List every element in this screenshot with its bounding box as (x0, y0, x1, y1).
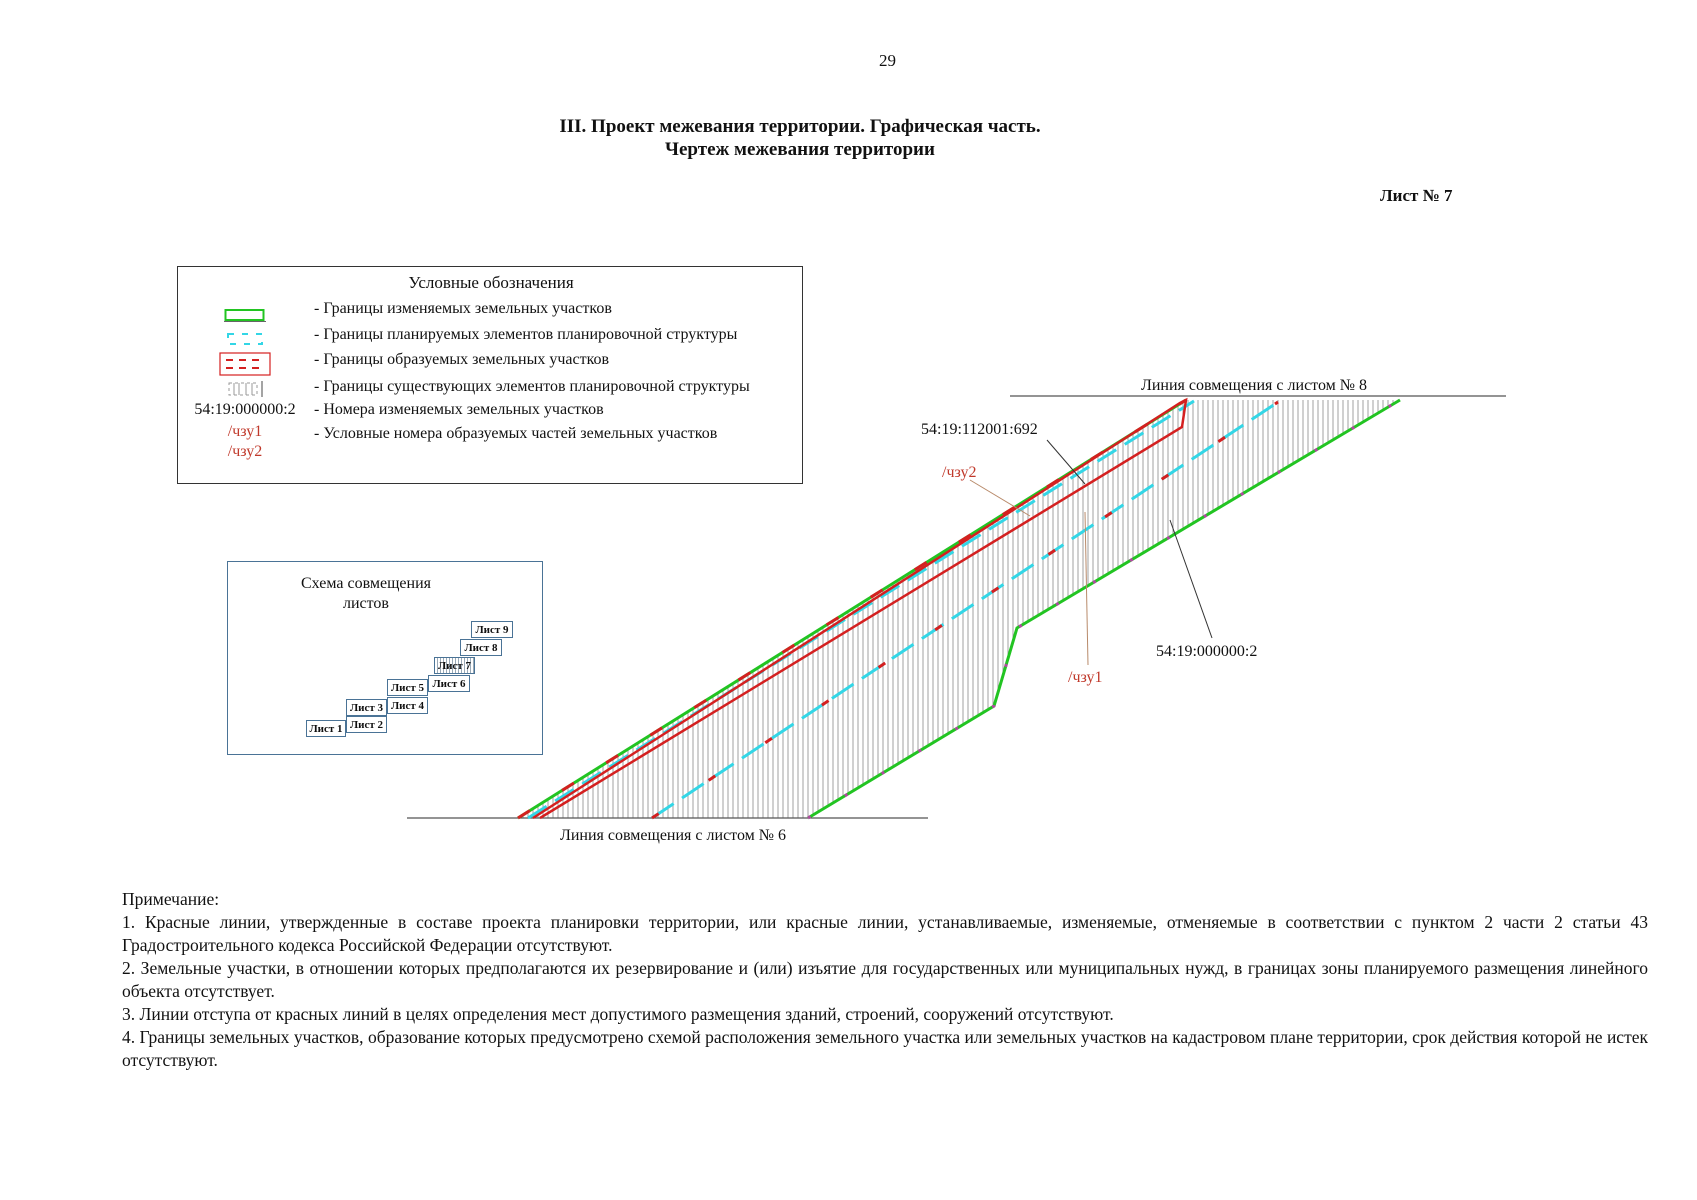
notes-heading: Примечание: (122, 889, 220, 909)
legend-item-part-numbers: - Условные номера образуемых частей земельных участков (314, 425, 718, 442)
scheme-sheet-2[interactable]: Лист 2 (346, 716, 387, 733)
page-subtitle: Чертеж межевания территории (665, 139, 935, 160)
scheme-sheet-6[interactable]: Лист 6 (428, 675, 470, 692)
note-1: 1. Красные линии, утвержденные в составе проекта планировки территории, или красные линии, устанавливаемые, изменяемые, отменяемые в соответствии с пунктом 2 части 2 статьи 43 Градостроительного кодекса Российской Федерации отсутствуют. (122, 912, 1648, 955)
notes (122, 888, 1648, 1072)
note-4: 4. Границы земельных участков, образование которых предусмотрено схемой расположения земельного участка или земельных участков на кадастровом плане территории, срок действия которой не истек отсутствуют. (122, 1027, 1648, 1070)
legend-item-existing-elements: - Границы существующих элементов планировочной структуры (314, 378, 750, 395)
cyan-dashed-rectangle-icon (224, 331, 266, 347)
boundary-right-green (808, 400, 1400, 818)
boundary-right-magenta (808, 400, 1400, 818)
scheme-sheet-5[interactable]: Лист 5 (387, 679, 428, 696)
legend-item-planned-elements: - Границы планируемых элементов планировочной структуры (314, 326, 738, 343)
leader-part-2 (970, 480, 1030, 516)
scheme-sheet-4[interactable]: Лист 4 (387, 697, 428, 714)
legend-part-number-sample-1: /чзу1 (227, 423, 263, 440)
scheme-sheet-8[interactable]: Лист 8 (460, 639, 502, 656)
match-line-top-label: Линия совмещения с листом № 8 (1141, 377, 1368, 394)
legend-part-number-sample-2: /чзу2 (227, 443, 263, 460)
scheme-title (228, 574, 504, 614)
part-label-1: /чзу1 (1068, 669, 1103, 686)
leader-parcel-2 (1170, 520, 1212, 638)
match-line-bottom-label: Линия совмещения с листом № 6 (560, 827, 787, 844)
legend-parcel-number-sample: 54:19:000000:2 (194, 401, 296, 418)
scheme-sheet-7-current[interactable]: Лист 7 (434, 657, 475, 674)
note-3: 3. Линии отступа от красных линий в целях определения мест допустимого размещения зданий, строений, сооружений отсутствуют. (122, 1004, 1114, 1024)
legend-item-changed-parcels: - Границы изменяемых земельных участков (314, 300, 612, 317)
page-title: III. Проект межевания территории. Графическая часть. (559, 116, 1041, 137)
sheet-scheme (227, 561, 543, 755)
parcel-label-1: 54:19:112001:692 (921, 421, 1038, 438)
note-2: 2. Земельные участки, в отношении которых предполагаются их резервирование и (или) изъятие для государственных или муниципальных нужд, в границах зоны планируемого размещения линейного объекта отсутствует. (122, 958, 1648, 1001)
part-label-2: /чзу2 (942, 464, 977, 481)
scheme-title-line2: листов (343, 595, 389, 612)
red-dashed-rectangle-icon (219, 352, 271, 376)
scheme-sheet-1[interactable]: Лист 1 (306, 720, 346, 737)
page-number: 29 (879, 51, 896, 70)
legend-item-parcel-numbers: - Номера изменяемых земельных участков (314, 401, 604, 418)
legend (177, 266, 803, 484)
legend-title: Условные обозначения (408, 273, 574, 292)
hatched-rectangle-icon (224, 380, 266, 398)
scheme-sheet-3[interactable]: Лист 3 (346, 699, 387, 716)
scheme-title-line1: Схема совмещения (300, 575, 431, 592)
green-rectangle-icon (224, 307, 266, 323)
scheme-sheet-9[interactable]: Лист 9 (471, 621, 513, 638)
parcel-label-2: 54:19:000000:2 (1156, 643, 1258, 660)
legend-item-formed-parcels: - Границы образуемых земельных участков (314, 351, 610, 368)
sheet-label: Лист № 7 (1380, 186, 1453, 205)
